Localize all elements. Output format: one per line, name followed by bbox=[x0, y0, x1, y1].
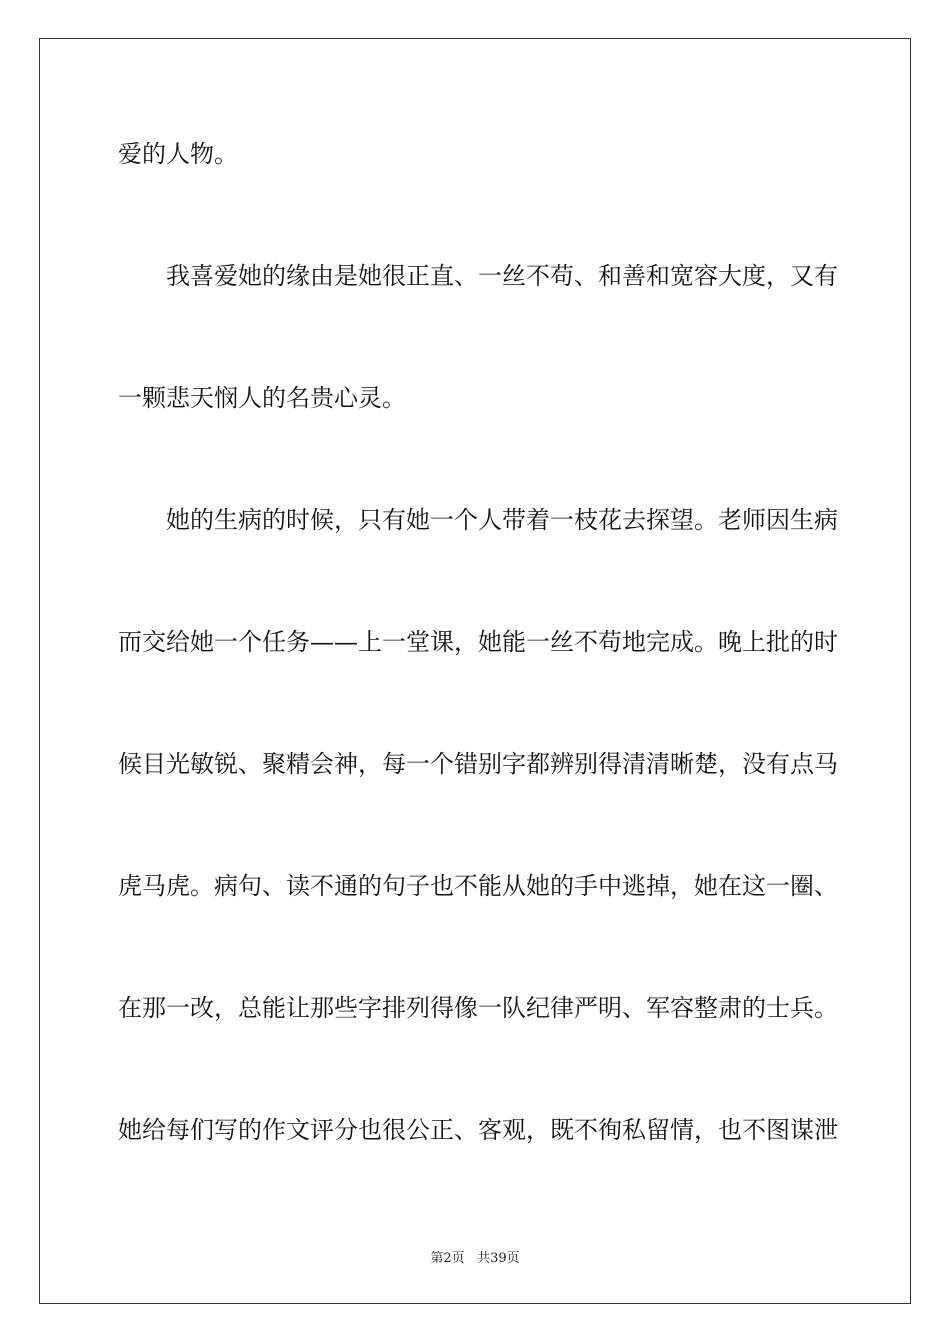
page-number: 第2页 bbox=[430, 1251, 465, 1266]
text-line-5: 而交给她一个任务——上一堂课，她能一丝不苟地完成。晚上批的时 bbox=[118, 628, 838, 656]
total-pages: 共39页 bbox=[477, 1251, 520, 1266]
text-line-4: 她的生病的时候，只有她一个人带着一枝花去探望。老师因生病 bbox=[166, 506, 838, 534]
text-line-7: 虎马虎。病句、读不通的句子也不能从她的手中逃掉，她在这一圈、 bbox=[118, 872, 838, 900]
text-line-6: 候目光敏锐、聚精会神，每一个错别字都辨别得清清晰楚，没有点马 bbox=[118, 750, 838, 778]
text-line-8: 在那一改，总能让那些字排列得像一队纪律严明、军容整肃的士兵。 bbox=[118, 994, 838, 1022]
text-line-1: 爱的人物。 bbox=[118, 140, 238, 168]
text-line-2: 我喜爱她的缘由是她很正直、一丝不苟、和善和宽容大度，又有 bbox=[166, 262, 838, 290]
page-footer bbox=[0, 1247, 950, 1266]
text-line-3: 一颗悲天悯人的名贵心灵。 bbox=[118, 384, 406, 412]
text-line-9: 她给每们写的作文评分也很公正、客观，既不徇私留情，也不图谋泄 bbox=[118, 1116, 838, 1144]
document-body bbox=[118, 126, 838, 1224]
